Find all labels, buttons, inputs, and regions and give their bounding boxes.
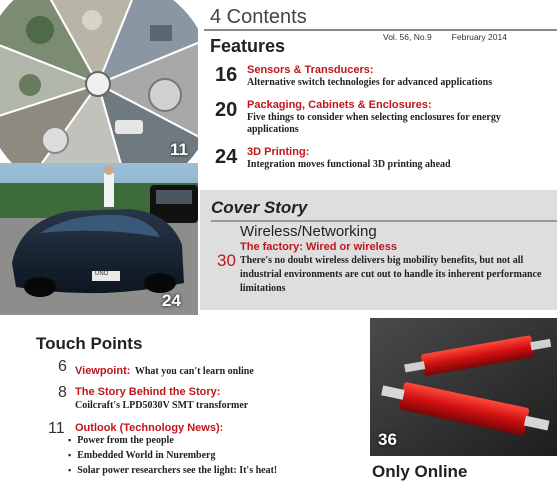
header-divider [204,29,557,31]
outlook-news-list [68,433,277,478]
touch-point-title[interactable]: The Story Behind the Story: [75,386,221,398]
sensors-collage-image [0,0,198,163]
touch-point-page-number: 8 [58,384,67,401]
wheel-page-number: 11 [170,140,188,159]
list-item[interactable]: ▪ Embedded World in Nuremberg [68,448,277,463]
feature-description: Alternative switch technologies for advanced applications [247,77,493,88]
cover-story-page-number: 30 [217,251,236,270]
feature-title[interactable]: Sensors & Transducers: [247,64,374,76]
touch-point-page-number: 11 [48,420,65,437]
issue-date: February 2014 [451,32,507,42]
feature-title[interactable]: Packaging, Cabinets & Enclosures: [247,99,432,111]
volume-number: Vol. 56, No.9 [383,32,432,42]
3d-printed-car-image [0,163,198,315]
touch-points-heading: Touch Points [36,334,143,353]
feature-description: Five things to consider when selecting enclosures for energy applications [247,112,501,135]
touch-point-title[interactable]: Outlook (Technology News): [75,422,224,434]
list-item[interactable]: ▪ Power from the people [68,433,277,448]
list-item[interactable]: ▪ Solar power researchers see the light: It's heat! [68,463,277,478]
issue-info [383,32,527,42]
feature-page-number: 24 [215,146,238,168]
cover-story-heading: Cover Story [211,198,308,217]
touch-point-page-number: 6 [58,358,67,375]
cover-story-section: Wireless/Networking [240,223,377,240]
parts-page-number: 36 [378,430,397,449]
reed-switch-image [370,318,557,456]
feature-page-number: 16 [215,64,238,86]
contents-title: 4 Contents [210,6,307,28]
car-license-plate: UNO [95,271,109,277]
cover-story-panel[interactable] [200,190,557,310]
car-page-number: 24 [162,291,181,310]
touch-point-entry[interactable] [75,361,254,379]
feature-title[interactable]: 3D Printing: [247,146,310,158]
feature-page-number: 20 [215,99,238,121]
cover-story-title[interactable]: The factory: Wired or wireless [240,241,398,253]
only-online-heading[interactable]: Only Online [372,462,468,481]
touch-point-text: Coilcraft's LPD5030V SMT transformer [75,400,249,411]
cover-story-description: There's no doubt wireless delivers big mobility benefits, but not all industrial environments are cut out to handle its inherent performance limitations [240,255,542,294]
touch-point-title[interactable]: Viewpoint: [75,365,131,377]
touch-point-text: What you can't learn online [134,366,254,377]
cover-story-divider [211,220,557,222]
feature-description: Integration moves functional 3D printing ahead [247,159,451,170]
features-heading: Features [210,36,286,56]
